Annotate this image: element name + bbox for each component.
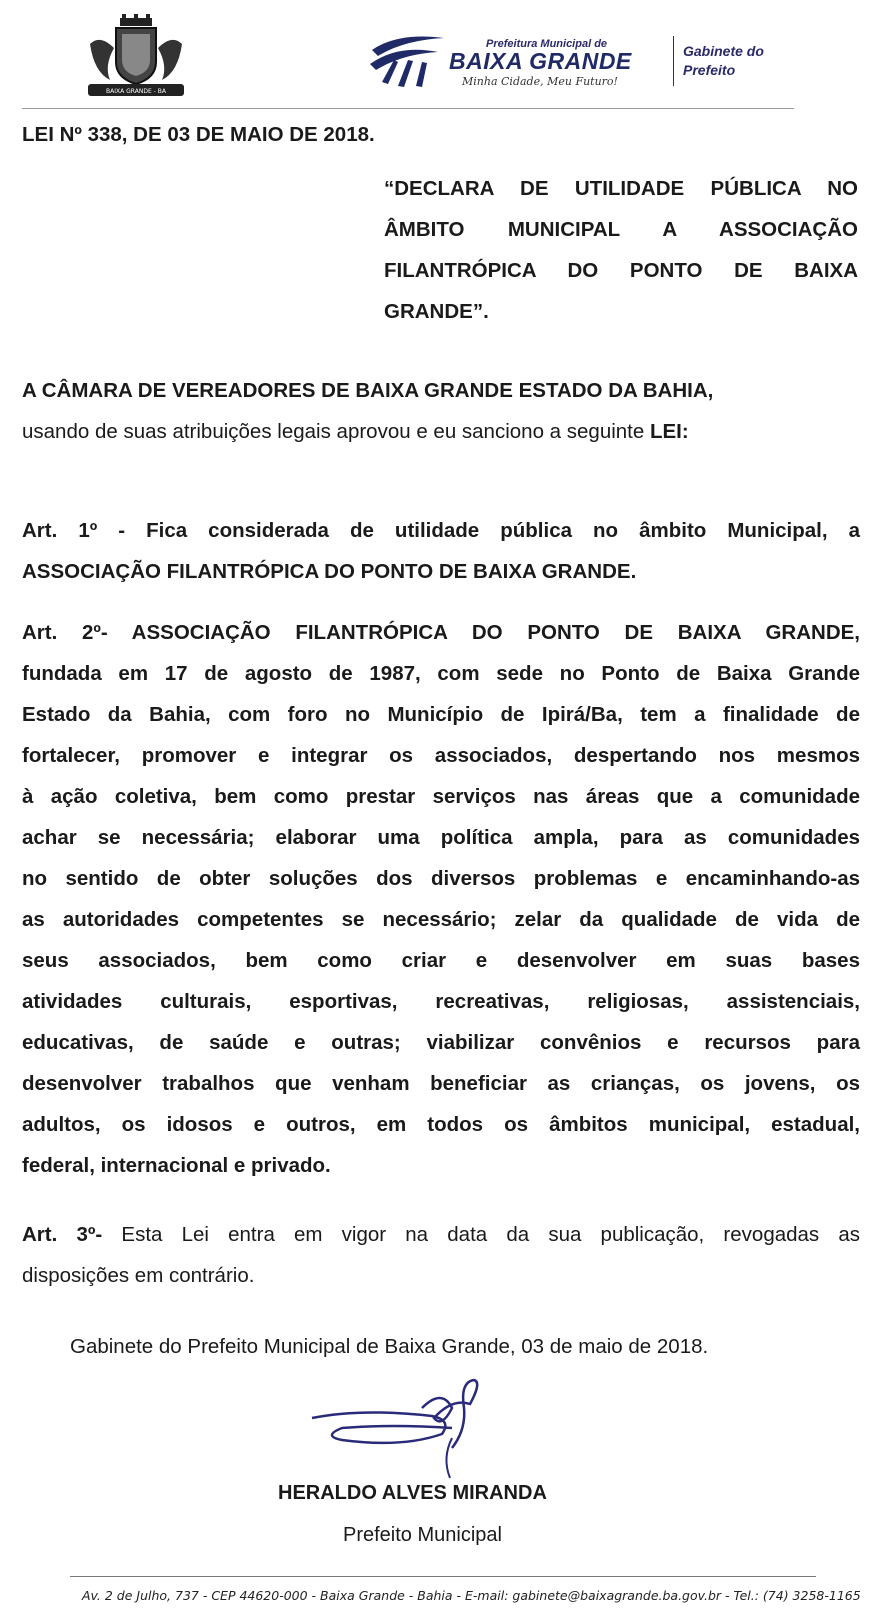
ementa-line: “DECLARA DE UTILIDADE PÚBLICA NO [384,177,858,200]
article-line: adultos, os idosos e outros, em todos os âmbitos municipal, estadual, [22,1113,860,1136]
ementa-line: ÂMBITO MUNICIPAL A ASSOCIAÇÃO [384,218,858,241]
article-1 [22,516,860,598]
article-3 [22,1220,860,1302]
article-line: seus associados, bem como criar e desenvolver em suas bases [22,949,860,972]
preamble-heading: A CÂMARA DE VEREADORES DE BAIXA GRANDE ESTADO DA BAHIA, [22,379,714,402]
ementa-line: GRANDE”. [384,300,489,323]
signatory-role: Prefeito Municipal [343,1524,502,1546]
law-title: LEI Nº 338, DE 03 DE MAIO DE 2018. [22,123,375,146]
signatory-name: HERALDO ALVES MIRANDA [278,1482,547,1504]
law-ementa [384,174,858,338]
article-line: Estado da Bahia, com foro no Município de Ipirá/Ba, tem a finalidade de [22,703,860,726]
cabinet-line-1: Gabinete do [683,43,764,59]
article-line: Art. 1º - Fica considerada de utilidade pública no âmbito Municipal, a [22,519,860,542]
preamble-text-line [22,417,860,458]
article-line: educativas, de saúde e outras; viabilizar convênios e recursos para [22,1031,860,1054]
article-line: federal, internacional e privado. [22,1154,331,1177]
ementa-line: FILANTRÓPICA DO PONTO DE BAIXA [384,259,858,282]
article-2 [22,618,860,1192]
article-line: achar se necessária; elaborar uma política ampla, para as comunidades [22,826,860,849]
article-line: ASSOCIAÇÃO FILANTRÓPICA DO PONTO DE BAIXA GRANDE. [22,560,637,583]
handwritten-signature [302,1378,582,1488]
city-motto: Minha Cidade, Meu Futuro! [462,75,618,88]
article-3-text: Esta Lei entra em vigor na data da sua publicação, revogadas as [121,1223,860,1246]
prefeitura-label: Prefeitura Municipal de [486,38,608,50]
cabinet-label [683,42,764,80]
law-preamble [22,376,860,458]
closing-statement: Gabinete do Prefeito Municipal de Baixa Grande, 03 de maio de 2018. [70,1335,709,1358]
header-rule [22,108,794,109]
city-logo-icon [368,30,448,88]
article-line: disposições em contrário. [22,1264,255,1287]
article-line [22,1220,860,1261]
city-name: BAIXA GRANDE [449,48,632,74]
header-divider [673,36,674,86]
footer-rule [70,1576,816,1577]
article-line: fundada em 17 de agosto de 1987, com sede no Ponto de Baixa Grande [22,662,860,685]
article-line: fortalecer, promover e integrar os associados, despertando nos mesmos [22,744,860,767]
article-line: à ação coletiva, bem como prestar serviços nas áreas que a comunidade [22,785,860,808]
footer-address: Av. 2 de Julho, 737 - CEP 44620-000 - Baixa Grande - Bahia - E-mail: gabinete@baixagrande.ba.gov.br - Tel.: (74) 3258-1165 [82,1588,861,1603]
municipal-coat-of-arms [80,14,192,100]
crest-ribbon-text: BAIXA GRANDE - BA [106,88,166,95]
preamble-text: usando de suas atribuições legais aprovou e eu sanciono a seguinte [22,420,645,443]
article-line: Art. 2º- ASSOCIAÇÃO FILANTRÓPICA DO PONTO DE BAIXA GRANDE, [22,621,860,644]
cabinet-line-2: Prefeito [683,62,736,78]
preamble-lei: LEI: [649,420,689,443]
article-3-label: Art. 3º- [22,1223,103,1246]
article-line: desenvolver trabalhos que venham beneficiar as crianças, os jovens, os [22,1072,860,1095]
article-line: as autoridades competentes se necessário; zelar da qualidade de vida de [22,908,860,931]
article-line: atividades culturais, esportivas, recreativas, religiosas, assistenciais, [22,990,860,1013]
article-line: no sentido de obter soluções dos diversos problemas e encaminhando-as [22,867,860,890]
